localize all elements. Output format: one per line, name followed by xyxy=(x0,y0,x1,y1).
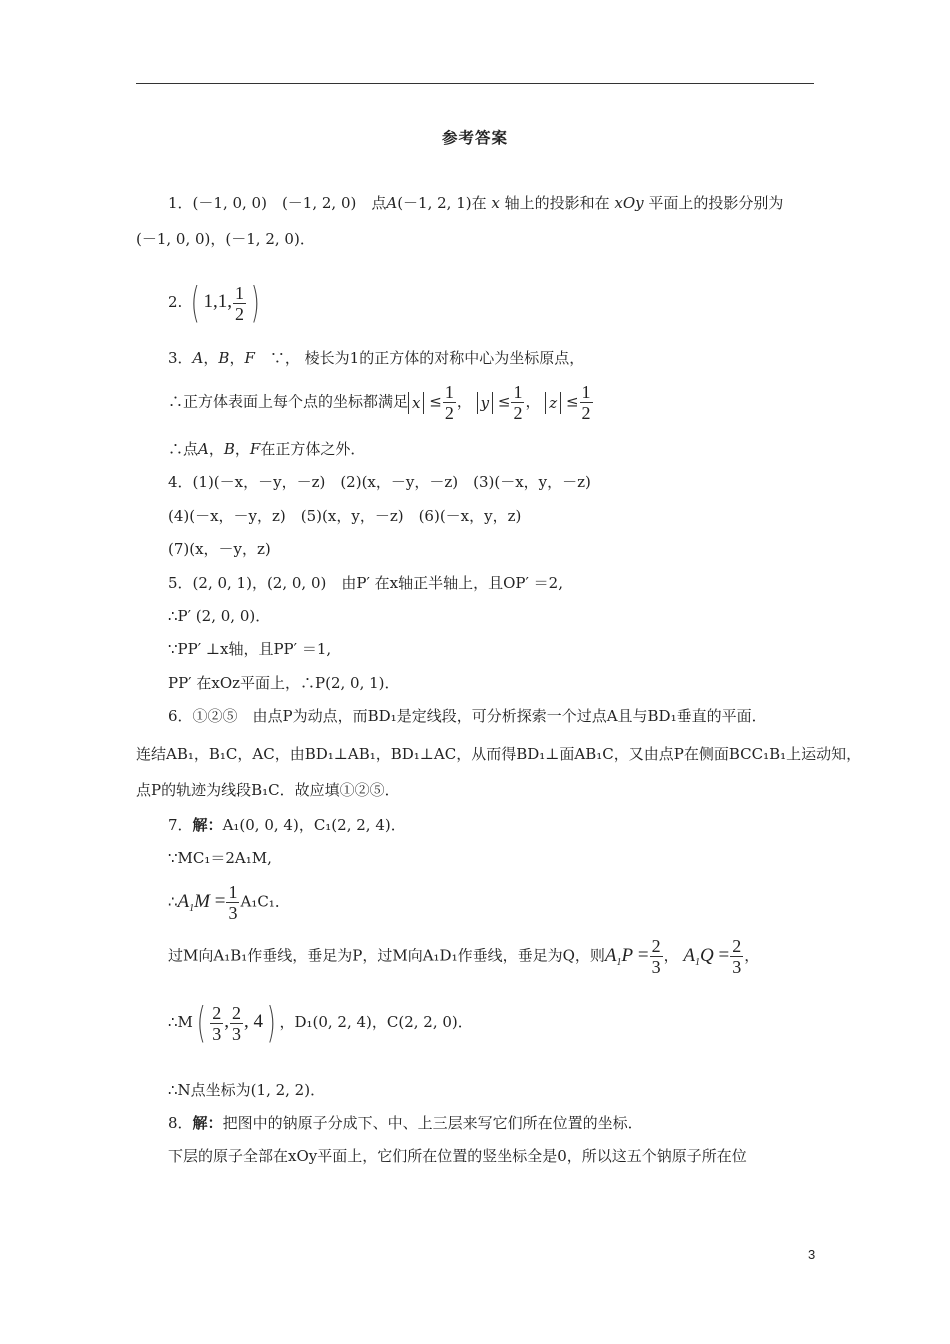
page-title: 参考答案 xyxy=(441,128,508,147)
q5-line3: ∵PP′ ⊥x轴，且PP′ ＝1, xyxy=(168,640,332,658)
q8-line1: 8．解：把图中的钠原子分成下、中、上三层来写它们所在位置的坐标． xyxy=(168,1114,643,1132)
q5-line4: PP′ 在xOz平面上，∴P(2, 0, 1)． xyxy=(168,674,400,692)
q1-line2: (－1, 0, 0)，(－1, 2, 0)． xyxy=(136,230,315,248)
left-paren-icon: ( xyxy=(190,278,200,327)
q2-answer: 2. ( 1,1, $\frac{1}{2}$ ) xyxy=(168,278,260,327)
q5-line2: ∴P′ (2, 0, 0)． xyxy=(168,607,271,625)
q1-line1: 1．(－1, 0, 0) (－1, 2, 0) 点A(－1, 2, 1)在 x 轴上的投影和在 xOy 平面上的投影分别为 xyxy=(168,194,784,212)
page-number: 3 xyxy=(808,1247,816,1262)
q7-line1: 7．解：A₁(0, 0, 4)，C₁(2, 2, 4)． xyxy=(168,816,406,834)
q3-line1: 3．A，B，F ∵， 棱长为1的正方体的对称中心为坐标原点， xyxy=(168,349,585,367)
header-rule xyxy=(136,83,814,84)
q6-line1: 6．①②⑤ 由点P为动点，而BD₁是定线段，可分析探索一个过点A且与BD₁垂直的平面． xyxy=(168,707,767,725)
abs-y: y xyxy=(477,392,493,414)
fraction: $\frac{1}{2}$ xyxy=(234,282,244,324)
q7-line5: ∴M( $\frac{2}{3}$ , $\frac{2}{3}$ , 4) ，D₁(0, 2, 4)，C(2, 2, 0)． xyxy=(168,998,473,1047)
q6-line2: 连结AB₁，B₁C，AC，由BD₁⊥AB₁，BD₁⊥AC，从而得BD₁⊥面AB₁C，又由点P在侧面BCC₁B₁上运动知， xyxy=(136,745,862,763)
q3-line2: ∴正方体表面上每个点的坐标都满足 x ≤ $\frac{1}{2}$ ， y ≤ $\frac{1}{2}$ ， z ≤ $\frac{1}{2}$ xyxy=(168,382,591,423)
left-paren-icon: ( xyxy=(196,998,206,1047)
q4-row2: (4)(－x，－y，z) (5)(x，y，－z) (6)(－x，y，z) xyxy=(168,507,522,525)
q4-row3: (7)(x，－y，z) xyxy=(168,540,271,558)
q7-line6: ∴N点坐标为(1, 2, 2)． xyxy=(168,1081,326,1099)
q7-line4: 过M向A₁B₁作垂线，垂足为P，过M向A₁D₁作垂线，垂足为Q，则$A_1P$ = $\frac{2}{3}$ ， $A_1Q$ = $\frac{2}{3}$ ， xyxy=(168,936,760,977)
q7-line2: ∵MC₁＝2A₁M, xyxy=(168,849,272,867)
abs-x: x xyxy=(408,392,424,414)
abs-z: z xyxy=(545,392,561,414)
q7-line3: $\therefore A_1M$ = $\frac{1}{3}$ A₁C₁． xyxy=(168,882,290,923)
q4-row1: 4．(1)(－x，－y，－z) (2)(x，－y，－z) (3)(－x，y，－z) xyxy=(168,473,591,491)
right-paren-icon: ) xyxy=(266,998,276,1047)
q3-line3: ∴点A，B，F在正方体之外． xyxy=(168,440,366,458)
q8-line2: 下层的原子全部在xOy平面上，它们所在位置的竖坐标全是0，所以这五个钠原子所在位 xyxy=(168,1147,747,1165)
right-paren-icon: ) xyxy=(250,278,260,327)
q6-line3: 点P的轨迹为线段B₁C．故应填①②⑤． xyxy=(136,781,400,799)
q5-line1: 5．(2, 0, 1)，(2, 0, 0) 由P′ 在x轴正半轴上，且OP′ ＝2, xyxy=(168,574,563,592)
